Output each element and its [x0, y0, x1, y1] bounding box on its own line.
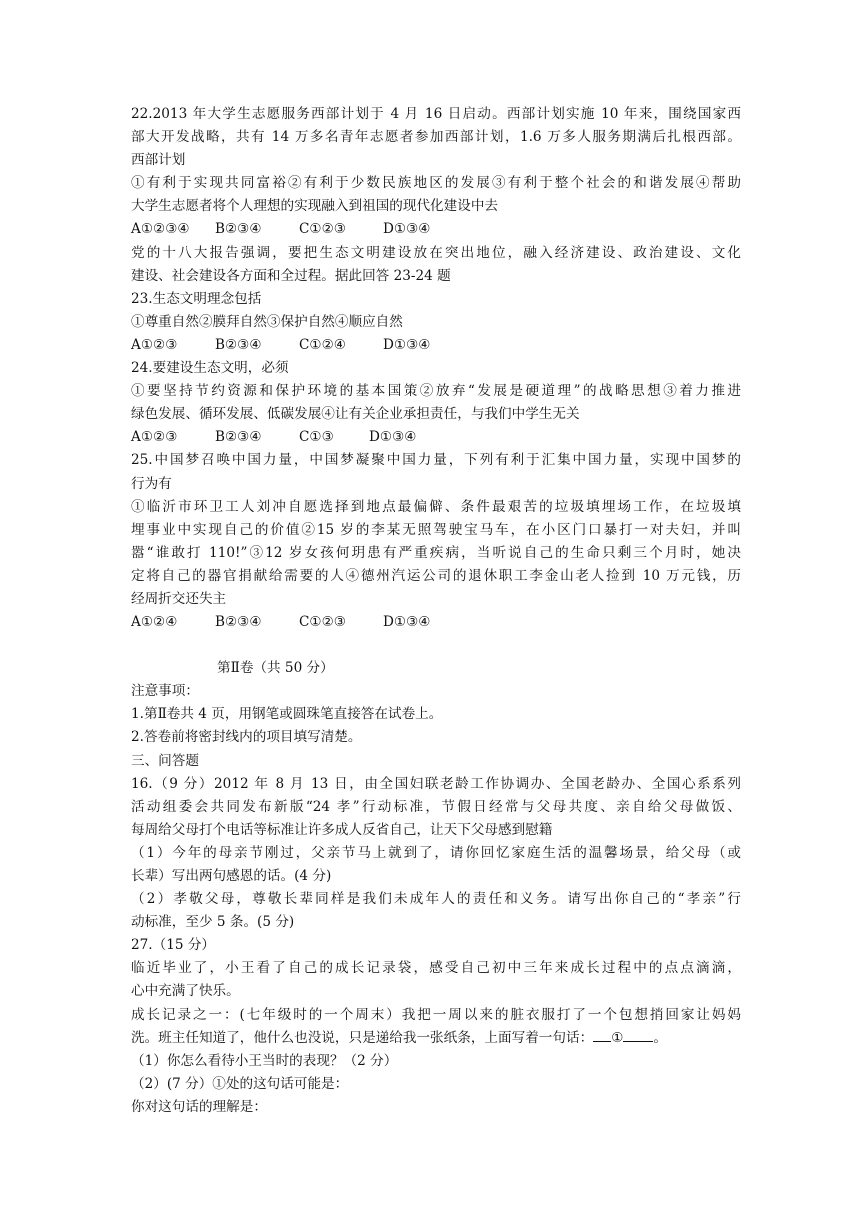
option-b: B②③④ — [215, 614, 262, 631]
q25-options — [131, 611, 741, 634]
q27-record-line-2 — [131, 1027, 741, 1050]
q22-item-line: 大学生志愿者将个人理想的实现融入到祖国的现代化建设中去 — [131, 198, 499, 215]
option-a: A①②④ — [131, 614, 178, 631]
option-b: B②③④ — [215, 336, 262, 353]
exam-page — [131, 103, 741, 1119]
option-b: B②③④ — [215, 429, 262, 446]
q16-sub2-line: 动标准，至少 5 条。(5 分) — [131, 914, 295, 931]
option-c: C①②④ — [299, 336, 346, 353]
notice-item: 2.答卷前将密封线内的项目填写清楚。 — [131, 729, 362, 746]
q27-record-text: 洗。班主任知道了，他什么也没说，只是递给我一张纸条，上面写着一句话： — [131, 1029, 594, 1046]
option-a: A①②③ — [131, 336, 178, 353]
intro-line: 建设、社会建设各方面和全过程。据此回答 23-24 题 — [131, 267, 451, 284]
option-c: C①②③ — [299, 614, 346, 631]
q22-stem-line: 部大开发战略，共有 14 万多名青年志愿者参加西部计划，1.6 万多人服务期满后扎根西部。 — [131, 129, 741, 146]
q27-sub2: （2）(7 分）①处的这句话可能是： — [131, 1075, 349, 1092]
q22-options — [131, 218, 741, 241]
q27-record-line: 成长记录之一：(七年级时的一个周末）我把一周以来的脏衣服打了一个包想捎回家让妈妈 — [131, 1006, 741, 1023]
option-d: D①③④ — [369, 429, 417, 446]
q23-stem: 23.生态文明理念包括 — [131, 290, 262, 307]
intro-23-24 — [131, 242, 741, 288]
spacer — [131, 634, 741, 657]
q25-item-line: 嚣“谁敢打 110!”③12 岁女孩何玥患有严重疾病，当听说自己的生命只剩三个月时，她决 — [131, 544, 741, 561]
q16-stem-line: 16.（9 分）2012 年 8 月 13 日，由全国妇联老龄工作协调办、全国老龄办、全国心系系列 — [131, 775, 741, 792]
q25-item-line: 埋事业中实现自己的价值②15 岁的李某无照驾驶宝马车，在小区门口暴打一对夫妇，并叫 — [131, 521, 741, 538]
q27-intro-line: 心中充满了快乐。 — [131, 983, 240, 1000]
q24-item-line: ①要坚持节约资源和保护环境的基本国策②放弃“发展是硬道理”的战略思想③着力推进 — [131, 383, 741, 400]
option-b: B②③④ — [215, 221, 262, 238]
blank-marker: ① — [611, 1029, 624, 1046]
part-2-title: 第Ⅱ卷（共 50 分） — [217, 660, 334, 677]
q25-item-line: ①临沂市环卫工人刘冲自愿选择到地点最偏僻、条件最艰苦的垃圾填埋场工作，在垃圾填 — [131, 498, 741, 515]
question-23 — [131, 288, 741, 357]
q24-stem: 24.要建设生态文明，必须 — [131, 360, 289, 377]
q16-sub1-line: （1）今年的母亲节刚过，父亲节马上就到了，请你回忆家庭生活的温馨场景，给父母（或 — [131, 844, 741, 861]
q23-items: ①尊重自然②膜拜自然③保护自然④顺应自然 — [131, 313, 403, 330]
q27-header: 27.（15 分） — [131, 937, 216, 954]
option-d: D①③④ — [383, 336, 431, 353]
question-22 — [131, 103, 741, 242]
answer-blank[interactable] — [623, 1041, 653, 1042]
q27-record-end: 。 — [653, 1029, 667, 1046]
notice-item: 1.第Ⅱ卷共 4 页，用钢笔或圆珠笔直接答在试卷上。 — [131, 706, 443, 723]
option-c: C①③ — [299, 429, 334, 446]
q25-stem-line: 25.中国梦召唤中国力量，中国梦凝聚中国力量，下列有利于汇集中国力量，实现中国梦的 — [131, 452, 741, 469]
q16-stem-line: 活动组委会共同发布新版“24 孝”行动标准，节假日经常与父母共度、亲自给父母做饭、 — [131, 798, 741, 815]
q24-item-line: 绿色发展、循环发展、低碳发展④让有关企业承担责任，与我们中学生无关 — [131, 406, 580, 423]
part-2-header — [131, 657, 741, 772]
option-d: D①③④ — [383, 614, 431, 631]
section-heading: 三、问答题 — [131, 752, 199, 769]
question-16 — [131, 773, 741, 935]
q22-stem-line: 22.2013 年大学生志愿服务西部计划于 4 月 16 日启动。西部计划实施 10 年来，围绕国家西 — [131, 106, 741, 122]
question-24 — [131, 357, 741, 449]
question-25 — [131, 449, 741, 634]
q25-item-line: 经周折交还失主 — [131, 590, 227, 607]
option-a: A①②③ — [131, 429, 178, 446]
question-27 — [131, 934, 741, 1119]
answer-blank[interactable] — [593, 1041, 611, 1042]
notice-heading: 注意事项： — [131, 683, 199, 700]
q16-stem-line: 每周给父母打个电话等标准让许多成人反省自己，让天下父母感到慰籍 — [131, 821, 553, 838]
q16-sub1-line: 长辈）写出两句感恩的话。(4 分) — [131, 868, 332, 884]
option-c: C①②③ — [299, 221, 346, 238]
q23-options — [131, 334, 741, 357]
q27-sub1: （1）你怎么看待小王当时的表现？（2 分） — [131, 1052, 398, 1069]
q25-item-line: 定将自己的器官捐献给需要的人④德州汽运公司的退休职工李金山老人捡到 10 万元钱，历 — [131, 567, 741, 584]
q27-sub3: 你对这句话的理解是： — [131, 1098, 267, 1115]
q24-options — [131, 426, 741, 449]
q25-stem-line: 行为有 — [131, 475, 172, 492]
q27-intro-line: 临近毕业了，小王看了自己的成长记录袋，感受自己初中三年来成长过程中的点点滴滴， — [131, 960, 741, 977]
intro-line: 党的十八大报告强调，要把生态文明建设放在突出地位，融入经济建设、政治建设、文化 — [131, 244, 741, 261]
q22-item-line: ①有利于实现共同富裕②有利于少数民族地区的发展③有利于整个社会的和谐发展④帮助 — [131, 175, 741, 192]
q16-sub2-line: （2）孝敬父母，尊敬长辈同样是我们未成年人的责任和义务。请写出你自己的“孝亲”行 — [131, 891, 741, 908]
option-d: D①③④ — [383, 221, 431, 238]
q22-stem-line: 西部计划 — [131, 152, 186, 169]
option-a: A①②③④ — [131, 221, 190, 238]
